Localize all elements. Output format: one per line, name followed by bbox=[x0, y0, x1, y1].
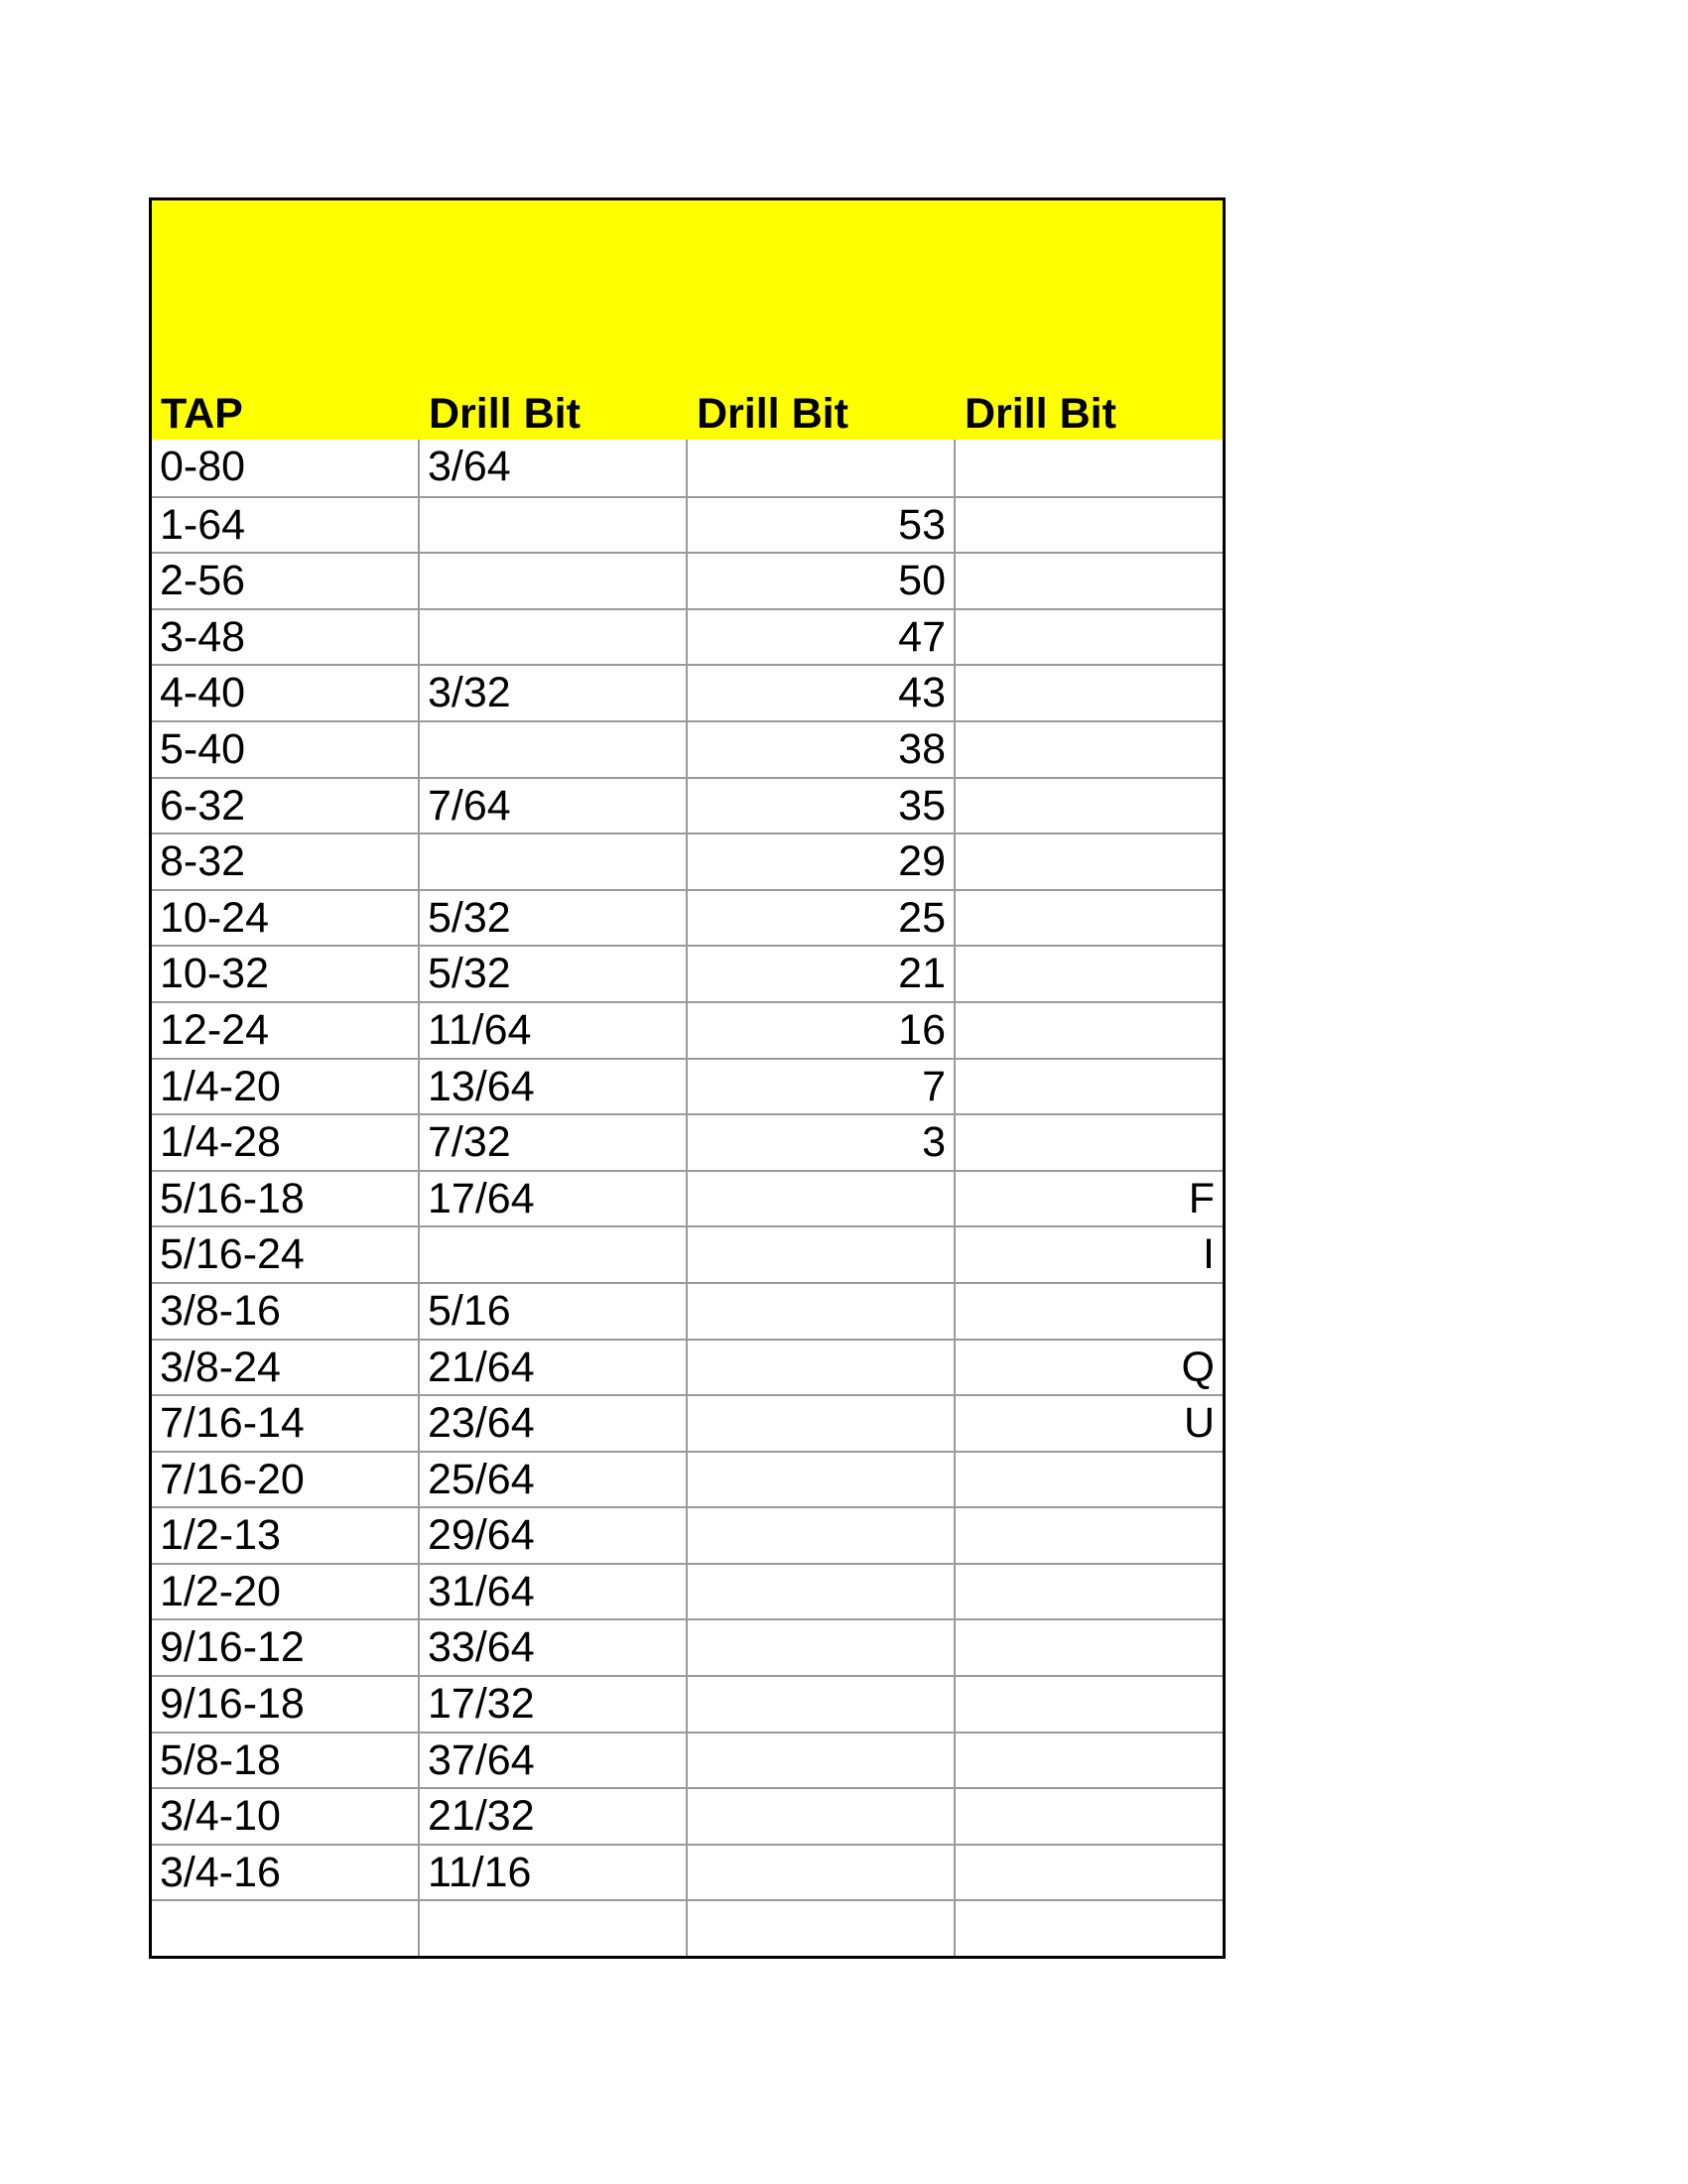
fraction-bit-cell: 21/64 bbox=[420, 1341, 688, 1395]
header-drill-bit-fraction-label: Drill Bit bbox=[429, 390, 581, 438]
letter-bit-cell bbox=[956, 1565, 1223, 1619]
fraction-bit-cell: 31/64 bbox=[420, 1565, 688, 1619]
tap-size-cell: 3/8-16 bbox=[152, 1284, 420, 1339]
table-row bbox=[152, 552, 1223, 608]
table-row bbox=[152, 1394, 1223, 1451]
table-row bbox=[152, 608, 1223, 665]
tap-size-cell: 1-64 bbox=[152, 498, 420, 553]
table-row bbox=[152, 664, 1223, 720]
header-tap bbox=[152, 200, 420, 440]
number-bit-cell: 7 bbox=[688, 1060, 956, 1114]
table-row bbox=[152, 440, 1223, 496]
number-bit-cell bbox=[688, 1901, 956, 1956]
letter-bit-cell bbox=[956, 1677, 1223, 1732]
fraction-bit-cell: 5/32 bbox=[420, 891, 688, 946]
number-bit-cell: 53 bbox=[688, 498, 956, 553]
letter-bit-cell bbox=[956, 1003, 1223, 1058]
fraction-bit-cell: 17/32 bbox=[420, 1677, 688, 1732]
number-bit-cell bbox=[688, 1284, 956, 1339]
table-row bbox=[152, 1001, 1223, 1058]
fraction-bit-cell: 3/32 bbox=[420, 666, 688, 720]
table-row bbox=[152, 1282, 1223, 1339]
fraction-bit-cell: 17/64 bbox=[420, 1172, 688, 1226]
table-row bbox=[152, 777, 1223, 834]
fraction-bit-cell: 21/32 bbox=[420, 1789, 688, 1844]
fraction-bit-cell bbox=[420, 1901, 688, 1956]
tap-size-cell: 5/8-18 bbox=[152, 1734, 420, 1788]
table-row bbox=[152, 1113, 1223, 1170]
letter-bit-cell bbox=[956, 891, 1223, 946]
fraction-bit-cell bbox=[420, 498, 688, 553]
fraction-bit-cell: 7/32 bbox=[420, 1115, 688, 1170]
letter-bit-cell bbox=[956, 498, 1223, 553]
header-drill-bit-letter bbox=[956, 200, 1223, 440]
number-bit-cell bbox=[688, 1677, 956, 1732]
table-row bbox=[152, 1563, 1223, 1619]
tap-size-cell: 1/4-20 bbox=[152, 1060, 420, 1114]
letter-bit-cell bbox=[956, 554, 1223, 608]
number-bit-cell bbox=[688, 1620, 956, 1675]
letter-bit-cell bbox=[956, 1115, 1223, 1170]
number-bit-cell bbox=[688, 1508, 956, 1563]
letter-bit-cell bbox=[956, 1846, 1223, 1900]
tap-size-cell: 0-80 bbox=[152, 440, 420, 496]
number-bit-cell: 29 bbox=[688, 835, 956, 889]
number-bit-cell bbox=[688, 1734, 956, 1788]
tap-size-cell bbox=[152, 1901, 420, 1956]
tap-size-cell: 7/16-20 bbox=[152, 1453, 420, 1507]
number-bit-cell: 38 bbox=[688, 722, 956, 777]
tap-size-cell: 9/16-12 bbox=[152, 1620, 420, 1675]
letter-bit-cell: Q bbox=[1181, 1343, 1215, 1391]
tap-size-cell: 10-24 bbox=[152, 891, 420, 946]
tap-size-cell: 10-32 bbox=[152, 947, 420, 1001]
table-row bbox=[152, 945, 1223, 1001]
table-row bbox=[152, 1732, 1223, 1788]
letter-bit-cell bbox=[956, 779, 1223, 834]
fraction-bit-cell bbox=[420, 610, 688, 665]
tap-size-cell: 12-24 bbox=[152, 1003, 420, 1058]
number-bit-cell bbox=[688, 1172, 956, 1226]
number-bit-cell: 3 bbox=[688, 1115, 956, 1170]
header-tap-label: TAP bbox=[161, 390, 243, 438]
fraction-bit-cell: 29/64 bbox=[420, 1508, 688, 1563]
table-row bbox=[152, 1339, 1223, 1395]
letter-bit-cell: I bbox=[1203, 1230, 1215, 1279]
tap-size-cell: 3/4-10 bbox=[152, 1789, 420, 1844]
fraction-bit-cell: 13/64 bbox=[420, 1060, 688, 1114]
tap-size-cell: 5/16-18 bbox=[152, 1172, 420, 1226]
tap-size-cell: 3/4-16 bbox=[152, 1846, 420, 1900]
letter-bit-cell bbox=[956, 1284, 1223, 1339]
fraction-bit-cell: 7/64 bbox=[420, 779, 688, 834]
tap-size-cell: 1/2-13 bbox=[152, 1508, 420, 1563]
header-band bbox=[152, 200, 1223, 440]
letter-bit-cell bbox=[956, 1901, 1223, 1956]
table-row bbox=[152, 1844, 1223, 1900]
fraction-bit-cell: 3/64 bbox=[420, 440, 688, 496]
table-row bbox=[152, 496, 1223, 553]
table-row bbox=[152, 1899, 1223, 1956]
table-row bbox=[152, 1787, 1223, 1844]
letter-bit-cell bbox=[956, 666, 1223, 720]
table-row bbox=[152, 889, 1223, 946]
number-bit-cell: 47 bbox=[688, 610, 956, 665]
number-bit-cell: 35 bbox=[688, 779, 956, 834]
fraction-bit-cell: 37/64 bbox=[420, 1734, 688, 1788]
fraction-bit-cell bbox=[420, 1227, 688, 1282]
letter-bit-cell bbox=[956, 1734, 1223, 1788]
header-drill-bit-letter-label: Drill Bit bbox=[965, 390, 1116, 438]
fraction-bit-cell: 33/64 bbox=[420, 1620, 688, 1675]
letter-bit-cell bbox=[956, 1060, 1223, 1114]
tap-size-cell: 7/16-14 bbox=[152, 1396, 420, 1451]
fraction-bit-cell bbox=[420, 722, 688, 777]
table-row bbox=[152, 1170, 1223, 1226]
tap-size-cell: 3/8-24 bbox=[152, 1341, 420, 1395]
number-bit-cell bbox=[688, 440, 956, 496]
table-row bbox=[152, 1506, 1223, 1563]
tap-drill-chart bbox=[149, 197, 1226, 1959]
table-row bbox=[152, 1451, 1223, 1507]
fraction-bit-cell: 11/64 bbox=[420, 1003, 688, 1058]
letter-bit-cell bbox=[956, 1789, 1223, 1844]
header-drill-bit-number bbox=[688, 200, 956, 440]
fraction-bit-cell bbox=[420, 835, 688, 889]
letter-bit-cell: U bbox=[1183, 1399, 1215, 1448]
tap-size-cell: 5/16-24 bbox=[152, 1227, 420, 1282]
tap-size-cell: 1/4-28 bbox=[152, 1115, 420, 1170]
number-bit-cell bbox=[688, 1789, 956, 1844]
number-bit-cell: 16 bbox=[688, 1003, 956, 1058]
number-bit-cell bbox=[688, 1341, 956, 1395]
table-row bbox=[152, 1675, 1223, 1732]
tap-size-cell: 8-32 bbox=[152, 835, 420, 889]
letter-bit-cell bbox=[956, 610, 1223, 665]
fraction-bit-cell: 11/16 bbox=[420, 1846, 688, 1900]
table-body bbox=[152, 440, 1223, 1956]
table-row bbox=[152, 1058, 1223, 1114]
number-bit-cell: 50 bbox=[688, 554, 956, 608]
table-row bbox=[152, 720, 1223, 777]
fraction-bit-cell: 23/64 bbox=[420, 1396, 688, 1451]
number-bit-cell bbox=[688, 1396, 956, 1451]
header-drill-bit-fraction bbox=[420, 200, 688, 440]
tap-size-cell: 2-56 bbox=[152, 554, 420, 608]
letter-bit-cell bbox=[956, 835, 1223, 889]
fraction-bit-cell: 25/64 bbox=[420, 1453, 688, 1507]
tap-size-cell: 5-40 bbox=[152, 722, 420, 777]
table-row bbox=[152, 1225, 1223, 1282]
table-row bbox=[152, 833, 1223, 889]
tap-size-cell: 4-40 bbox=[152, 666, 420, 720]
fraction-bit-cell: 5/16 bbox=[420, 1284, 688, 1339]
tap-size-cell: 6-32 bbox=[152, 779, 420, 834]
number-bit-cell bbox=[688, 1227, 956, 1282]
letter-bit-cell: F bbox=[1188, 1174, 1215, 1222]
table-row bbox=[152, 1618, 1223, 1675]
tap-size-cell: 9/16-18 bbox=[152, 1677, 420, 1732]
letter-bit-cell bbox=[956, 1508, 1223, 1563]
number-bit-cell: 25 bbox=[688, 891, 956, 946]
number-bit-cell bbox=[688, 1565, 956, 1619]
number-bit-cell bbox=[688, 1846, 956, 1900]
letter-bit-cell bbox=[956, 722, 1223, 777]
number-bit-cell: 43 bbox=[688, 666, 956, 720]
number-bit-cell bbox=[688, 1453, 956, 1507]
letter-bit-cell bbox=[956, 947, 1223, 1001]
tap-size-cell: 3-48 bbox=[152, 610, 420, 665]
letter-bit-cell bbox=[956, 1620, 1223, 1675]
header-drill-bit-number-label: Drill Bit bbox=[697, 390, 848, 438]
letter-bit-cell bbox=[956, 440, 1223, 496]
number-bit-cell: 21 bbox=[688, 947, 956, 1001]
tap-size-cell: 1/2-20 bbox=[152, 1565, 420, 1619]
fraction-bit-cell: 5/32 bbox=[420, 947, 688, 1001]
letter-bit-cell bbox=[956, 1453, 1223, 1507]
fraction-bit-cell bbox=[420, 554, 688, 608]
